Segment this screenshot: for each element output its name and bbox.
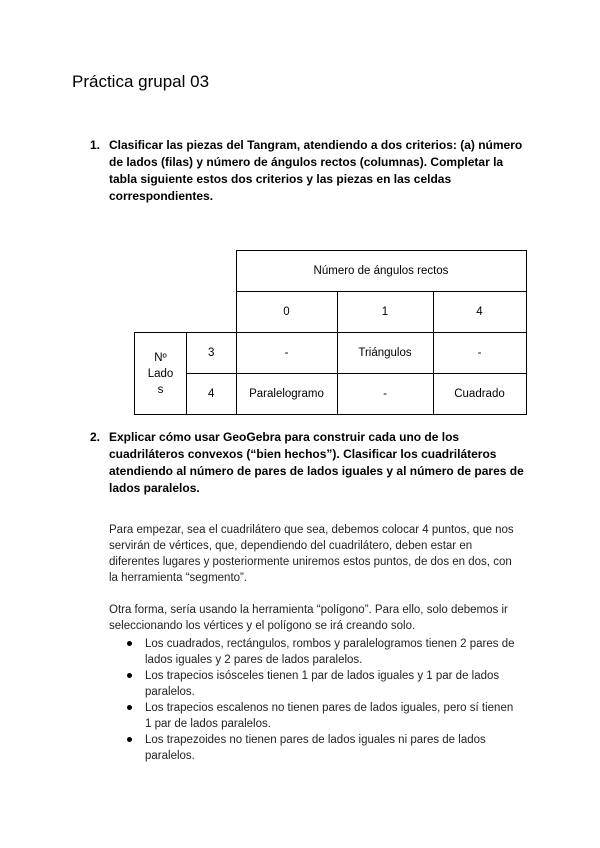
list-item-text: Los trapezoides no tienen pares de lados iguales ni pares de lados paralelos.	[145, 734, 486, 762]
question-2	[90, 429, 530, 497]
row-label-line: Nº	[154, 351, 167, 364]
classification-table	[134, 250, 527, 415]
row-sides-4: 4	[187, 374, 237, 415]
list-item-text: Los trapecios isósceles tienen 1 par de lados iguales y 1 par de lados paralelos.	[145, 670, 500, 698]
table-cell: -	[337, 374, 433, 415]
row-label-sides	[135, 333, 187, 415]
answer-paragraph: Para empezar, sea el cuadrilátero que sea, debemos colocar 4 puntos, que nos servirán de vértices, que, dependiendo del cuadrilátero, deben estar en diferentes lugares y posteriormente uniremos estos puntos, de dos en dos, con la herramienta “segmento”.	[109, 523, 514, 584]
question-1-text: Clasificar las piezas del Tangram, atendiendo a dos criterios: (a) número de lados (filas) y número de ángulos rectos (columnas). Completar la tabla siguiente estos dos criterios y las piezas en las celdas correspondientes.	[109, 138, 523, 203]
empty-corner-cell	[135, 251, 187, 292]
bullet-icon	[127, 705, 132, 710]
page-title: Práctica grupal 03	[72, 72, 210, 91]
question-1	[90, 137, 530, 205]
bullet-icon	[127, 641, 132, 646]
empty-corner-cell	[187, 251, 237, 292]
list-item	[109, 636, 519, 668]
row-label-line: Lado	[147, 367, 174, 380]
row-label-line: s	[157, 383, 164, 396]
list-item	[109, 668, 519, 700]
question-1-number: 1.	[90, 138, 101, 152]
list-item-text: Los trapecios escalenos no tienen pares de lados iguales, pero sí tienen 1 par de lados paralelos.	[145, 702, 514, 730]
bullet-icon	[127, 673, 132, 678]
row-sides-3: 3	[187, 333, 237, 374]
question-2-number: 2.	[90, 430, 101, 444]
bullet-icon	[127, 737, 132, 742]
answer-paragraph: Otra forma, sería usando la herramienta “polígono”. Para ello, solo debemos ir seleccionando los vértices y el polígono se irá creando solo.	[109, 603, 508, 632]
classification-list	[109, 636, 519, 764]
empty-corner-cell	[135, 292, 187, 333]
table-cell: -	[236, 333, 337, 374]
table-cell: Triángulos	[337, 333, 433, 374]
column-header-1: 1	[337, 292, 433, 333]
table-cell: Paralelogramo	[236, 374, 337, 415]
empty-corner-cell	[187, 292, 237, 333]
list-item-text: Los cuadrados, rectángulos, rombos y paralelogramos tienen 2 pares de lados iguales y 2 pares de lados paralelos.	[145, 638, 515, 666]
column-header-4: 4	[433, 292, 526, 333]
table-cell: Cuadrado	[433, 374, 526, 415]
table-cell: -	[433, 333, 526, 374]
list-item	[109, 732, 519, 764]
question-2-text: Explicar cómo usar GeoGebra para construir cada uno de los cuadriláteros convexos (“bien hechos”). Clasificar los cuadriláteros atendiendo al número de pares de lados iguales y al número de pares de lados paralelos.	[109, 430, 524, 495]
column-header-0: 0	[236, 292, 337, 333]
list-item	[109, 700, 519, 732]
header-right-angles: Número de ángulos rectos	[236, 251, 526, 292]
